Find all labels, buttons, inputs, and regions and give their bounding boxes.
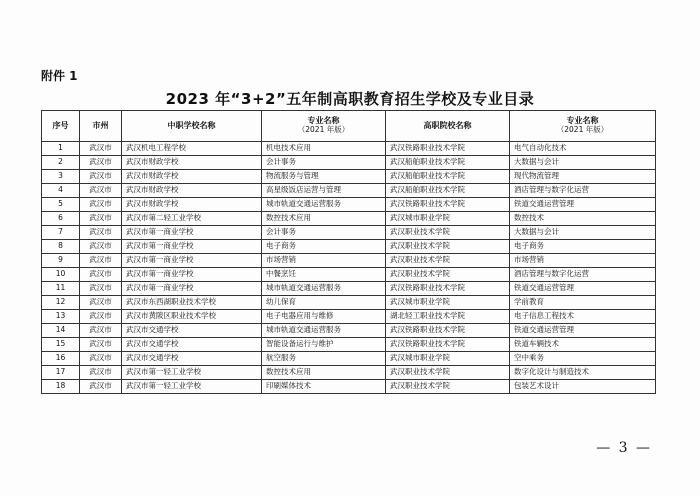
cell-school: 武汉市交通学校 [122,324,262,338]
table-row [42,142,656,156]
cell-college: 武汉职业技术学院 [386,226,510,240]
cell-seq: 6 [42,212,80,226]
cell-major: 中餐烹饪 [262,268,386,282]
table-row [42,352,656,366]
cell-city: 武汉市 [80,352,122,366]
cell-seq: 3 [42,170,80,184]
cell-city: 武汉市 [80,338,122,352]
cell-city: 武汉市 [80,184,122,198]
cell-college: 武汉城市职业学院 [386,352,510,366]
header-major-label: 专业名称 [307,116,340,126]
cell-major2: 数控技术 [510,212,656,226]
cell-city: 武汉市 [80,156,122,170]
cell-major2: 包装艺术设计 [510,380,656,394]
cell-college: 武汉职业技术学院 [386,366,510,380]
cell-seq: 14 [42,324,80,338]
cell-major2: 酒店管理与数字化运营 [510,184,656,198]
table-row [42,240,656,254]
cell-seq: 4 [42,184,80,198]
header-row [42,111,656,142]
cell-city: 武汉市 [80,226,122,240]
cell-college: 武汉铁路职业技术学院 [386,338,510,352]
cell-major: 电子电器应用与维修 [262,310,386,324]
cell-major: 数控技术应用 [262,212,386,226]
cell-major: 城市轨道交通运营服务 [262,198,386,212]
cell-college: 武汉铁路职业技术学院 [386,198,510,212]
cell-city: 武汉市 [80,296,122,310]
cell-city: 武汉市 [80,380,122,394]
cell-school: 武汉市交通学校 [122,338,262,352]
cell-major2: 铁道车辆技术 [510,338,656,352]
cell-seq: 15 [42,338,80,352]
cell-city: 武汉市 [80,324,122,338]
cell-seq: 1 [42,142,80,156]
cell-major: 智能设备运行与维护 [262,338,386,352]
cell-major: 会计事务 [262,226,386,240]
cell-major: 市场营销 [262,254,386,268]
cell-major2: 酒店管理与数字化运营 [510,268,656,282]
page-number: — 3 — [596,440,652,456]
cell-seq: 7 [42,226,80,240]
cell-city: 武汉市 [80,212,122,226]
cell-seq: 16 [42,352,80,366]
cell-major2: 空中乘务 [510,352,656,366]
document-title: 2023 年“3+2”五年制高职教育招生学校及专业目录 [165,90,535,108]
cell-college: 武汉职业技术学院 [386,240,510,254]
cell-college: 武汉铁路职业技术学院 [386,324,510,338]
cell-seq: 8 [42,240,80,254]
table-row [42,296,656,310]
cell-major: 物流服务与管理 [262,170,386,184]
header-major2-label: 专业名称 [566,116,599,126]
cell-major: 城市轨道交通运营服务 [262,324,386,338]
cell-college: 武汉铁路职业技术学院 [386,142,510,156]
cell-major2: 现代物流管理 [510,170,656,184]
header-city: 市州 [80,111,122,142]
cell-major: 城市轨道交通运营服务 [262,282,386,296]
cell-major: 电子商务 [262,240,386,254]
table-row [42,156,656,170]
cell-seq: 9 [42,254,80,268]
cell-college: 武汉职业技术学院 [386,254,510,268]
attachment-label: 附件 1 [41,69,78,83]
cell-school: 武汉市财政学校 [122,198,262,212]
cell-city: 武汉市 [80,366,122,380]
cell-city: 武汉市 [80,254,122,268]
cell-school: 武汉市黄陂区职业技术学校 [122,310,262,324]
cell-major2: 市场营销 [510,254,656,268]
cell-city: 武汉市 [80,268,122,282]
table-row [42,324,656,338]
cell-seq: 12 [42,296,80,310]
cell-major2: 铁道交通运营管理 [510,198,656,212]
cell-seq: 10 [42,268,80,282]
table-row [42,338,656,352]
cell-major2: 电子信息工程技术 [510,310,656,324]
table-row [42,366,656,380]
cell-major: 会计事务 [262,156,386,170]
cell-major: 高星级饭店运营与管理 [262,184,386,198]
header-major [262,111,386,142]
table-body [42,142,656,394]
cell-city: 武汉市 [80,310,122,324]
header-seq: 序号 [42,111,80,142]
cell-school: 武汉市财政学校 [122,156,262,170]
cell-major2: 大数据与会计 [510,156,656,170]
cell-major2: 学前教育 [510,296,656,310]
table-row [42,212,656,226]
catalog-table [41,110,656,394]
cell-school: 武汉市交通学校 [122,352,262,366]
cell-seq: 2 [42,156,80,170]
cell-college: 武汉城市职业学院 [386,296,510,310]
cell-city: 武汉市 [80,282,122,296]
cell-college: 武汉船舶职业技术学院 [386,184,510,198]
cell-city: 武汉市 [80,170,122,184]
cell-college: 武汉职业技术学院 [386,380,510,394]
cell-college: 湖北轻工职业技术学院 [386,310,510,324]
table-row [42,268,656,282]
table-row [42,198,656,212]
header-school: 中职学校名称 [122,111,262,142]
cell-college: 武汉职业技术学院 [386,268,510,282]
cell-school: 武汉市第一商业学校 [122,282,262,296]
cell-school: 武汉市第一轻工业学校 [122,380,262,394]
cell-school: 武汉市第一商业学校 [122,226,262,240]
cell-seq: 13 [42,310,80,324]
cell-major: 数控技术应用 [262,366,386,380]
cell-college: 武汉船舶职业技术学院 [386,170,510,184]
cell-major: 印刷媒体技术 [262,380,386,394]
cell-major2: 铁道交通运营管理 [510,324,656,338]
cell-major2: 铁道交通运营管理 [510,282,656,296]
cell-school: 武汉市财政学校 [122,184,262,198]
cell-school: 武汉市第一商业学校 [122,268,262,282]
cell-college: 武汉铁路职业技术学院 [386,282,510,296]
cell-city: 武汉市 [80,142,122,156]
cell-major: 幼儿保育 [262,296,386,310]
cell-seq: 18 [42,380,80,394]
table-row [42,310,656,324]
header-college: 高职院校名称 [386,111,510,142]
cell-school: 武汉市第二轻工业学校 [122,212,262,226]
table-row [42,380,656,394]
table-row [42,254,656,268]
cell-major2: 电气自动化技术 [510,142,656,156]
cell-city: 武汉市 [80,240,122,254]
table-row [42,184,656,198]
cell-college: 武汉城市职业学院 [386,212,510,226]
table-row [42,170,656,184]
table-row [42,226,656,240]
header-major2-year: （2021 年版） [556,125,609,135]
header-major-year: （2021 年版） [297,125,350,135]
cell-city: 武汉市 [80,198,122,212]
table-row [42,282,656,296]
cell-school: 武汉市东西湖职业技术学校 [122,296,262,310]
cell-major: 机电技术应用 [262,142,386,156]
cell-school: 武汉市财政学校 [122,170,262,184]
cell-seq: 5 [42,198,80,212]
cell-school: 武汉市第一轻工业学校 [122,366,262,380]
cell-major2: 数字化设计与制造技术 [510,366,656,380]
cell-college: 武汉船舶职业技术学院 [386,156,510,170]
cell-seq: 11 [42,282,80,296]
cell-school: 武汉市第一商业学校 [122,254,262,268]
cell-major2: 大数据与会计 [510,226,656,240]
cell-school: 武汉市第一商业学校 [122,240,262,254]
cell-major: 航空服务 [262,352,386,366]
cell-school: 武汉机电工程学校 [122,142,262,156]
header-major2 [510,111,656,142]
table-header [42,111,656,142]
cell-seq: 17 [42,366,80,380]
cell-major2: 电子商务 [510,240,656,254]
